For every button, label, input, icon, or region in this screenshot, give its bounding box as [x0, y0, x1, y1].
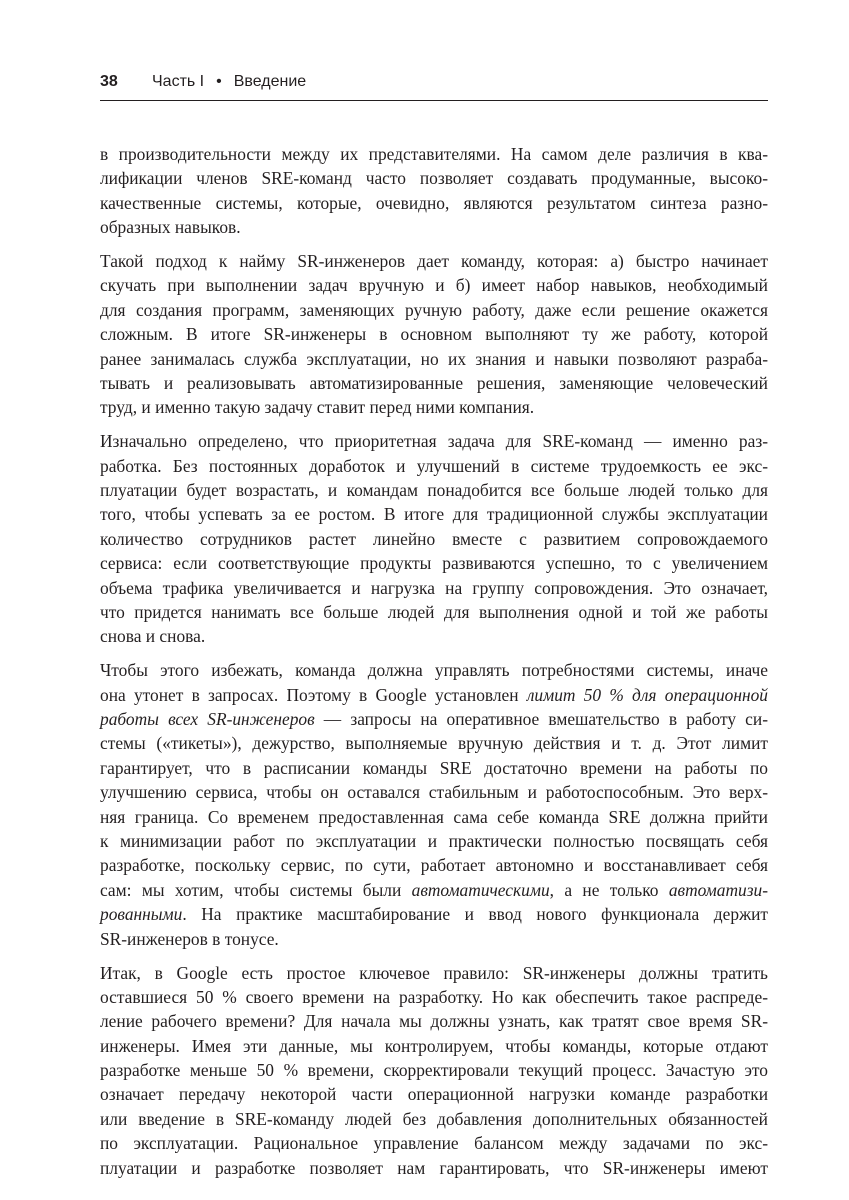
text-run: снова и снова. — [100, 626, 206, 647]
text-run: к минимизации работ по эксплуатации и практически полностью посвящать себя — [100, 831, 768, 852]
text-line — [100, 191, 768, 215]
text-run: Изначально определено, что приоритетная задача для SRE-команд — именно раз- — [100, 431, 768, 452]
text-run: Итак, в Google есть простое ключевое правило: SR-инженеры должны тратить — [100, 962, 768, 983]
text-run: образных навыков. — [100, 217, 241, 238]
text-run: — запросы на оперативное вмешательство в работу си- — [314, 709, 768, 730]
text-line — [100, 1058, 768, 1082]
text-run: лификации членов SRE-команд часто позволяет создавать продуманные, высоко- — [100, 168, 768, 189]
text-line — [100, 961, 768, 985]
header-rule — [100, 100, 768, 101]
paragraph — [100, 249, 768, 420]
text-run: тывать и реализовывать автоматизированные решения, заменяющие человеческий — [100, 373, 768, 394]
text-run: объема трафика увеличивается и нагрузка на группу сопровождения. Это означает, — [100, 577, 768, 598]
italic-emphasis: автоматическими — [411, 879, 550, 900]
italic-emphasis: рованными — [100, 904, 183, 925]
text-line — [100, 1107, 768, 1131]
text-line — [100, 322, 768, 346]
italic-emphasis: работы всех SR-инженеров — [100, 709, 315, 730]
text-run: она утонет в запросах. Поэтому в Google установлен — [100, 684, 527, 705]
text-line — [100, 142, 768, 166]
text-line — [100, 395, 768, 419]
text-run: скучать при выполнении задач вручную и б) имеет набор навыков, необходимый — [100, 275, 768, 296]
text-run: плуатации будет возрастать, и командам понадобится все больше людей только для — [100, 480, 768, 501]
bullet-separator: • — [216, 73, 222, 90]
text-run: плуатации и разработке позволяет нам гарантировать, что SR-инженеры имеют — [100, 1157, 768, 1178]
running-header — [100, 70, 768, 94]
text-run: количество сотрудников растет линейно вместе с развитием сопровождаемого — [100, 528, 768, 549]
text-run: улучшению сервиса, чтобы он оставался стабильным и работоспособным. Это верх- — [100, 782, 768, 803]
text-run: гарантирует, что в расписании команды SRE достаточно времени на работы по — [100, 757, 768, 778]
text-line — [100, 166, 768, 190]
text-run: сложным. В итоге SR-инженеры в основном выполняют ту же работу, которой — [100, 324, 768, 345]
text-line — [100, 624, 768, 648]
text-run: няя граница. Со временем предоставленная сама себе команда SRE должна прийти — [100, 806, 768, 827]
text-line — [100, 1131, 768, 1155]
text-run: сервиса: если соответствующие продукты развиваются успешно, то с увеличением — [100, 553, 768, 574]
text-run: или введение в SRE-команду людей без добавления дополнительных обязанностей — [100, 1108, 768, 1129]
text-run: стемы («тикеты»), дежурство, выполняемые вручную действия и т. д. Этот лимит — [100, 733, 768, 754]
text-run: для создания программ, заменяющих ручную работу, даже если решение окажется — [100, 299, 768, 320]
text-run: разработке, поскольку сервис, по сути, работает автономно и восстанавливает себя — [100, 855, 768, 876]
part-label: Часть I — [152, 73, 205, 90]
text-run: Чтобы этого избежать, команда должна управлять потребностями системы, иначе — [100, 660, 768, 681]
text-line — [100, 249, 768, 273]
text-line — [100, 371, 768, 395]
text-line — [100, 683, 768, 707]
text-line — [100, 780, 768, 804]
page-number: 38 — [100, 73, 118, 90]
text-line — [100, 454, 768, 478]
text-run: разработке меньше 50 % времени, скорректировали текущий процесс. Зачастую это — [100, 1060, 768, 1081]
text-line — [100, 805, 768, 829]
text-run: сам: мы хотим, чтобы системы были — [100, 879, 412, 900]
text-run: работка. Без постоянных доработок и улучшений в системе трудоемкость ее экс- — [100, 455, 768, 476]
text-run: в производительности между их представителями. На самом деле различия в ква- — [100, 144, 768, 164]
text-run: . На практике масштабирование и ввод нового функционала держит — [182, 904, 768, 925]
paragraph — [100, 142, 768, 240]
text-run: SR-инженеров в тонусе. — [100, 928, 279, 949]
text-line — [100, 551, 768, 575]
italic-emphasis: лимит 50 % для операционной — [526, 684, 768, 705]
body-text — [100, 142, 768, 1190]
text-line — [100, 576, 768, 600]
text-run: означает передачу некоторой части операционной нагрузки команде разработки — [100, 1084, 768, 1105]
text-line — [100, 829, 768, 853]
text-run: труд, и именно такую задачу ставит перед ними компания. — [100, 397, 535, 418]
paragraph — [100, 429, 768, 649]
text-line — [100, 1082, 768, 1106]
text-line — [100, 478, 768, 502]
text-line — [100, 527, 768, 551]
text-line — [100, 756, 768, 780]
text-line — [100, 731, 768, 755]
text-run: , а не только — [549, 879, 669, 900]
text-line — [100, 1034, 768, 1058]
text-run: Такой подход к найму SR-инженеров дает команду, которая: а) быстро начинает — [100, 251, 768, 272]
text-run: ление рабочего времени? Для начала мы должны узнать, как тратят свое время SR- — [100, 1011, 768, 1032]
text-line — [100, 600, 768, 624]
text-line — [100, 1156, 768, 1180]
paragraph — [100, 961, 768, 1181]
text-line — [100, 902, 768, 926]
text-line — [100, 853, 768, 877]
text-line — [100, 273, 768, 297]
text-run: что придется нанимать все больше людей для выполнения одной и той же работы — [100, 602, 768, 623]
text-run: качественные системы, которые, очевидно, являются результатом синтеза разно- — [100, 192, 768, 213]
text-run: по эксплуатации. Рациональное управление балансом между задачами по экс- — [100, 1133, 768, 1154]
text-line — [100, 658, 768, 682]
text-line — [100, 878, 768, 902]
text-line — [100, 298, 768, 322]
text-run: того, чтобы успевать за ее ростом. В итоге для традиционной службы эксплуатации — [100, 504, 768, 525]
text-line — [100, 707, 768, 731]
text-line — [100, 1009, 768, 1033]
text-line — [100, 215, 768, 239]
text-line — [100, 502, 768, 526]
paragraph — [100, 658, 768, 951]
text-line — [100, 985, 768, 1009]
text-run: инженеры. Имея эти данные, мы контролируем, чтобы команды, которые отдают — [100, 1035, 768, 1056]
text-line — [100, 429, 768, 453]
text-line — [100, 927, 768, 951]
italic-emphasis: автоматизи- — [668, 879, 768, 900]
text-run: оставшиеся 50 % своего времени на разработку. Но как обеспечить такое распреде- — [100, 986, 768, 1007]
text-run: ранее занималась служба эксплуатации, но их знания и навыки позволяют разраба- — [100, 348, 768, 369]
text-line — [100, 347, 768, 371]
chapter-title: Введение — [233, 73, 307, 90]
